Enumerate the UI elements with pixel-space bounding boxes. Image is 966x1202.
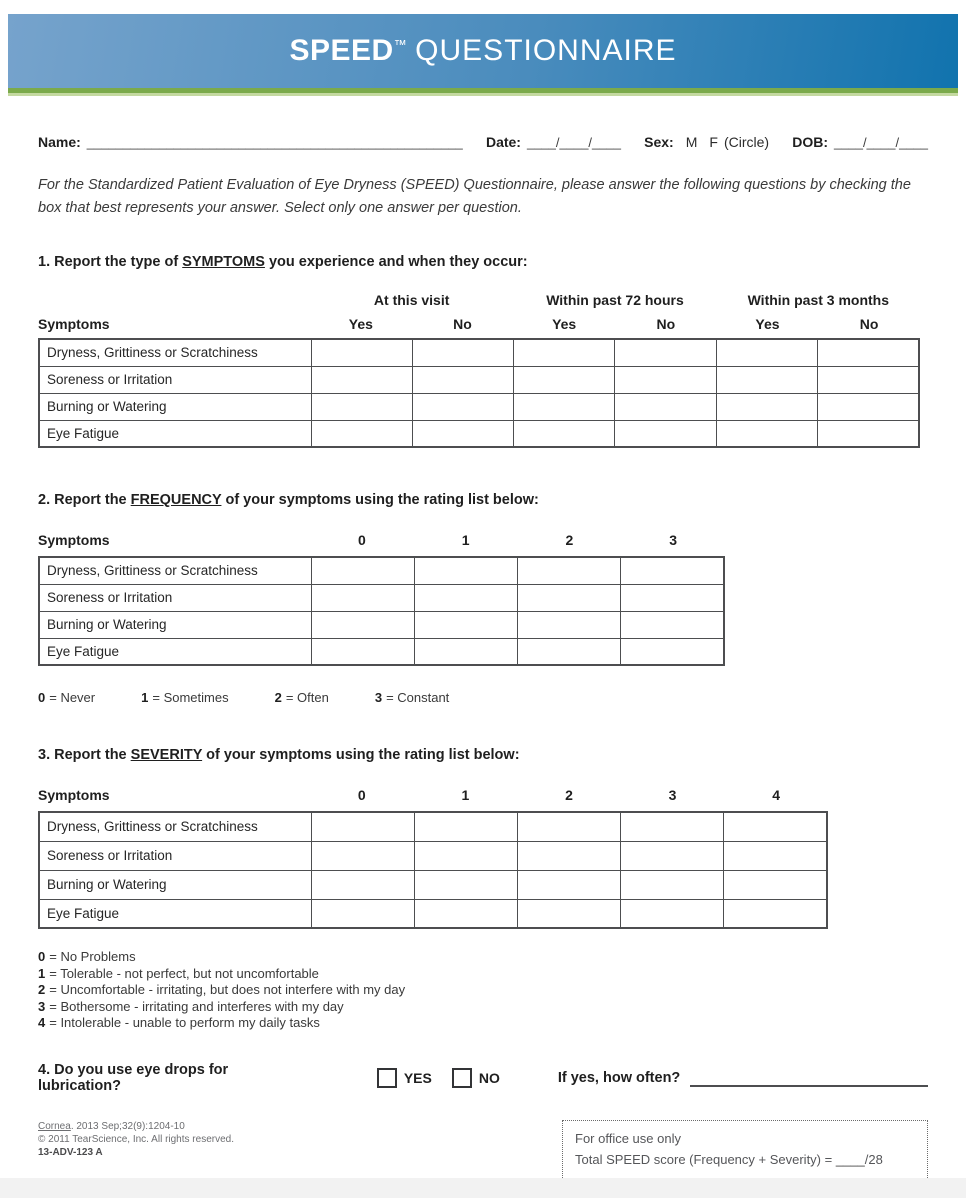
symptom-label: Dryness, Grittiness or Scratchiness [39, 339, 311, 366]
dob-label: DOB: [792, 134, 829, 150]
table-row [39, 420, 919, 447]
q1-symptoms-header: Symptoms [38, 316, 110, 332]
symptom-label: Eye Fatigue [39, 899, 311, 928]
trademark-symbol: ™ [393, 37, 408, 52]
legend-item: 2 = Often [274, 690, 329, 705]
q3-answer-cell[interactable] [517, 812, 620, 841]
legend-item: 2 = Uncomfortable - irritating, but does not interfere with my day [38, 982, 406, 997]
q1-answer-cell[interactable] [716, 339, 817, 366]
legend-item: 3 = Constant [374, 690, 450, 705]
q3-answer-cell[interactable] [311, 899, 414, 928]
q1-answer-cell[interactable] [818, 366, 919, 393]
q2-answer-cell[interactable] [518, 557, 621, 584]
q1-answer-cell[interactable] [514, 339, 615, 366]
q1-answer-cell[interactable] [311, 339, 412, 366]
how-often-field[interactable] [690, 1069, 928, 1087]
q3-answer-cell[interactable] [311, 812, 414, 841]
q3-answer-cell[interactable] [311, 870, 414, 899]
table-row [39, 899, 827, 928]
sex-option-female[interactable]: F [709, 134, 718, 150]
sex-option-male[interactable]: M [685, 134, 698, 150]
q3-answer-cell[interactable] [621, 870, 724, 899]
sex-label: Sex: [644, 134, 674, 150]
q2-keyword: FREQUENCY [130, 492, 222, 508]
symptom-label: Burning or Watering [39, 393, 311, 420]
question-4-heading: 4. Do you use eye drops for lubrication? [38, 1061, 229, 1094]
q3-answer-cell[interactable] [311, 841, 414, 870]
q2-answer-cell[interactable] [414, 611, 517, 638]
table-row [39, 611, 724, 638]
q2-answer-cell[interactable] [311, 557, 414, 584]
citation-journal: Cornea [38, 1120, 71, 1132]
q2-frequency-table [38, 556, 725, 666]
table-row [39, 841, 827, 870]
q1-group-past-3-months: Within past 3 months [747, 292, 890, 308]
q1-column-headers [38, 316, 920, 332]
q4-options [377, 1068, 520, 1088]
table-row [39, 870, 827, 899]
q1-yes-header: Yes [552, 316, 577, 332]
symptom-label: Eye Fatigue [39, 420, 311, 447]
no-checkbox[interactable] [452, 1068, 472, 1088]
symptom-label: Soreness or Irritation [39, 366, 311, 393]
q3-answer-cell[interactable] [621, 812, 724, 841]
table-row [39, 638, 724, 665]
page-title [289, 34, 676, 68]
name-label: Name: [38, 134, 81, 150]
yes-checkbox[interactable] [377, 1068, 397, 1088]
q3-answer-cell[interactable] [621, 899, 724, 928]
q2-answer-cell[interactable] [311, 584, 414, 611]
q1-answer-cell[interactable] [311, 366, 412, 393]
q1-answer-cell[interactable] [818, 393, 919, 420]
green-accent-bar [8, 88, 958, 96]
citation-line: Cornea. 2013 Sep;32(9):1204-10 [38, 1120, 185, 1132]
patient-info-row [38, 134, 928, 150]
q2-answer-cell[interactable] [414, 638, 517, 665]
q1-answer-cell[interactable] [615, 393, 716, 420]
table-row [39, 557, 724, 584]
q2-column-headers [38, 532, 725, 548]
symptom-label: Burning or Watering [39, 870, 311, 899]
q2-answer-cell[interactable] [518, 638, 621, 665]
q2-answer-cell[interactable] [518, 611, 621, 638]
symptom-label: Eye Fatigue [39, 638, 311, 665]
no-checkbox-label: NO [478, 1069, 500, 1086]
q3-column-headers [38, 787, 828, 803]
question-1-heading: 1. Report the type of SYMPTOMS you experience and when they occur: [38, 254, 528, 270]
speed-score-field[interactable]: ____ [835, 1151, 865, 1167]
q1-answer-cell[interactable] [615, 366, 716, 393]
table-row [39, 339, 919, 366]
q3-answer-cell[interactable] [414, 899, 517, 928]
q1-answer-cell[interactable] [716, 420, 817, 447]
q3-scale-1: 1 [461, 787, 470, 803]
intro-paragraph: For the Standardized Patient Evaluation of Eye Dryness (SPEED) Questionnaire, please answer the following questions by checking the box that best represents your answer. Select only one answer per question. [38, 177, 911, 216]
legend-item: 3 = Bothersome - irritating and interferes with my day [38, 998, 344, 1014]
q3-answer-cell[interactable] [414, 812, 517, 841]
q3-scale-3: 3 [668, 787, 677, 803]
q1-answer-cell[interactable] [514, 420, 615, 447]
q1-answer-cell[interactable] [615, 420, 716, 447]
q2-answer-cell[interactable] [518, 584, 621, 611]
q2-answer-cell[interactable] [621, 638, 724, 665]
document-code: 13-ADV-123 A [38, 1146, 103, 1158]
q1-group-headers [38, 292, 920, 308]
q3-symptoms-header: Symptoms [38, 787, 110, 803]
q1-answer-cell[interactable] [412, 420, 513, 447]
q2-symptoms-header: Symptoms [38, 532, 110, 548]
q3-answer-cell[interactable] [517, 870, 620, 899]
q3-rating-legend [38, 949, 928, 1032]
table-row [39, 366, 919, 393]
date-field[interactable]: ____/____/____ [526, 135, 621, 150]
q3-scale-2: 2 [565, 787, 573, 803]
footer [38, 1120, 928, 1180]
q3-scale-4: 4 [772, 787, 781, 803]
dob-field[interactable]: ____/____/____ [834, 135, 929, 150]
table-row [39, 584, 724, 611]
legend-item: 1 = Tolerable - not perfect, but not uncomfortable [38, 965, 319, 981]
q2-answer-cell[interactable] [621, 584, 724, 611]
office-use-box [562, 1120, 928, 1180]
q1-yes-header: Yes [755, 316, 780, 332]
q1-answer-cell[interactable] [412, 393, 513, 420]
q2-rating-legend [38, 690, 928, 705]
q1-answer-cell[interactable] [412, 339, 513, 366]
q1-no-header: No [656, 316, 676, 332]
symptom-label: Soreness or Irritation [39, 841, 311, 870]
q1-symptoms-table [38, 338, 920, 448]
q1-answer-cell[interactable] [311, 393, 412, 420]
q2-scale-1: 1 [461, 532, 470, 548]
symptom-label: Soreness or Irritation [39, 584, 311, 611]
q1-group-past-72-hours: Within past 72 hours [546, 292, 684, 308]
q1-answer-cell[interactable] [818, 420, 919, 447]
symptom-label: Burning or Watering [39, 611, 311, 638]
q1-answer-cell[interactable] [818, 339, 919, 366]
q1-answer-cell[interactable] [514, 393, 615, 420]
date-label: Date: [485, 134, 521, 150]
q3-answer-cell[interactable] [517, 899, 620, 928]
q2-answer-cell[interactable] [311, 611, 414, 638]
q3-answer-cell[interactable] [621, 841, 724, 870]
title-rest: QUESTIONNAIRE [415, 34, 677, 67]
q3-keyword: SEVERITY [130, 747, 203, 763]
legend-item: 0 = No Problems [38, 949, 136, 964]
yes-checkbox-label: YES [403, 1069, 432, 1086]
q1-answer-cell[interactable] [311, 420, 412, 447]
q1-answer-cell[interactable] [514, 366, 615, 393]
q3-answer-cell[interactable] [414, 841, 517, 870]
legend-item: 0 = Never [38, 690, 96, 705]
brand-name: SPEED [289, 34, 394, 67]
table-row [39, 393, 919, 420]
table-row [39, 812, 827, 841]
q1-group-at-this-visit: At this visit [373, 292, 450, 308]
q1-answer-cell[interactable] [412, 366, 513, 393]
legend-item: 1 = Sometimes [141, 690, 229, 705]
legend-item: 4 = Intolerable - unable to perform my daily tasks [38, 1015, 320, 1030]
sex-circle-note: (Circle) [723, 134, 770, 150]
how-often-label: If yes, how often? [557, 1069, 681, 1086]
q2-answer-cell[interactable] [414, 557, 517, 584]
q3-answer-cell[interactable] [724, 812, 827, 841]
q3-scale-0: 0 [357, 787, 366, 803]
office-use-label: For office use only [575, 1130, 681, 1146]
page-bottom-strip [0, 1178, 966, 1198]
q3-answer-cell[interactable] [724, 870, 827, 899]
q2-answer-cell[interactable] [621, 611, 724, 638]
q1-answer-cell[interactable] [615, 339, 716, 366]
q2-scale-3: 3 [669, 532, 678, 548]
q2-scale-0: 0 [357, 532, 366, 548]
header-banner [8, 14, 958, 88]
q1-answer-cell[interactable] [716, 366, 817, 393]
question-3-heading: 3. Report the SEVERITY of your symptoms using the rating list below: [38, 747, 520, 763]
name-field[interactable]: ____________________________________________________ [86, 135, 463, 150]
q1-answer-cell[interactable] [716, 393, 817, 420]
q3-severity-table [38, 811, 828, 929]
q3-answer-cell[interactable] [724, 841, 827, 870]
q1-no-header: No [859, 316, 879, 332]
symptom-label: Dryness, Grittiness or Scratchiness [39, 557, 311, 584]
q1-yes-header: Yes [348, 316, 373, 332]
speed-score-line: Total SPEED score (Frequency + Severity) = ____/28 [575, 1151, 883, 1167]
q2-answer-cell[interactable] [414, 584, 517, 611]
q2-scale-2: 2 [565, 532, 574, 548]
q2-answer-cell[interactable] [311, 638, 414, 665]
citation-block [38, 1120, 234, 1159]
q3-answer-cell[interactable] [517, 841, 620, 870]
q3-answer-cell[interactable] [724, 899, 827, 928]
symptom-label: Dryness, Grittiness or Scratchiness [39, 812, 311, 841]
q2-answer-cell[interactable] [621, 557, 724, 584]
copyright-line: © 2011 TearScience, Inc. All rights reserved. [38, 1133, 234, 1145]
question-4-row [38, 1062, 928, 1094]
q1-keyword: SYMPTOMS [182, 254, 265, 270]
q1-no-header: No [453, 316, 472, 332]
q3-answer-cell[interactable] [414, 870, 517, 899]
question-2-heading: 2. Report the FREQUENCY of your symptoms using the rating list below: [38, 492, 539, 508]
